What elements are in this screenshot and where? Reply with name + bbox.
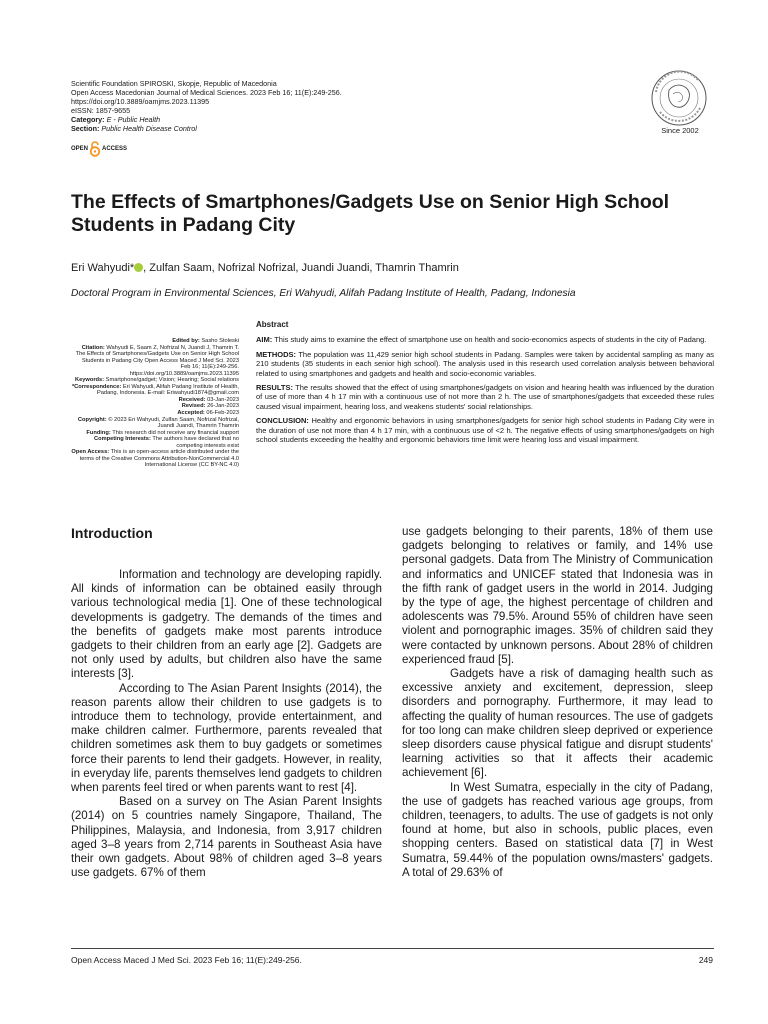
abstract-results: RESULTS: The results showed that the effect of using smartphones/gadgets on vision and hearing health was influenced by the duration of use of more than 4 h 17 min with a continuous use of not more than 2 h. The use of smartphones/gadgets that exceeded these rules caused visual impairment, hearing loss, and weakens students' social relationships.	[256, 383, 714, 411]
authors-rest: , Zulfan Saam, Nofrizal Nofrizal, Juandi Juandi, Thamrin Thamrin	[143, 262, 459, 274]
since-year: Since 2002	[661, 126, 699, 135]
introduction-heading: Introduction	[71, 525, 153, 541]
article-metadata	[71, 338, 239, 469]
abstract	[256, 320, 714, 449]
journal-header	[71, 80, 551, 133]
funding: Funding: This research did not receive any financial support	[86, 429, 239, 436]
paragraph: In West Sumatra, especially in the city of Padang, the use of gadgets has reached various age groups, from children, teenagers, to adults. The use of gadgets is not only found at home, but also in schools, public places, even shopping centers. Based on statistical data [7] in West Sumatra, 59.44% of the population owns/masters' gadgets. A total of 29.63% of	[402, 780, 713, 879]
open-access-note: Open Access: This is an open-access article distributed under the terms of the Creative Commons Attribution-NonCommercial 4.0 International License (CC BY-NC 4.0)	[71, 449, 239, 469]
category-line: Category: E - Public Health	[71, 114, 161, 124]
open-lock-icon	[89, 141, 101, 157]
orcid-icon[interactable]	[134, 263, 143, 272]
citation: Citation: Wahyudi E, Saam Z, Nofrizal N, Juandi J, Thamrin T. The Effects of Smartphones/Gadgets Use on Senior High School Students in Padang City Open Access Maced J Med Sci. 2023 Feb 16; 11(E):249-256. https://doi.org/10.3889/oamjms.2023.11395	[75, 344, 239, 377]
affiliation: Doctoral Program in Environmental Sciences, Eri Wahyudi, Alifah Padang Institute of Health, Padang, Indonesia	[71, 288, 576, 299]
competing-interests: Competing Interests: The authors have declared that no competing interests exist	[93, 436, 239, 449]
footer-rule	[71, 948, 714, 949]
author-first: Eri Wahyudi*	[71, 262, 135, 274]
open-access-logo: OPEN ACCESS	[71, 141, 127, 157]
abstract-methods: METHODS: The population was 11,429 senior high school students in Padang. Samples were taken by accidental sampling as many as 210 students (35 students in each senior high school). The analysis used in this research used correlation analysis between behavioral related to using smartphones and gadgets and health and socio-economic variables.	[256, 349, 714, 378]
abstract-heading: Abstract	[256, 320, 289, 329]
abstract-aim: AIM: This study aims to examine the effect of smartphone use on health and socio-economics aspects of students in the city of Padang.	[256, 335, 707, 345]
paragraph: Gadgets have a risk of damaging health such as excessive anxiety and excitement, depression, sleep disorders and pornography. Furthermore, it may lead to affecting the quality of human resources. The use of gadgets for too long can make children sleep deprived or experience sleep disorders cause physical fatigue and disrupt students' learning activities so that it affects their academic achievement [6].	[402, 667, 713, 780]
doi-link[interactable]: https://doi.org/10.3889/oamjms.2023.11395	[71, 96, 210, 106]
abstract-conclusion: CONCLUSION: Healthy and ergonomic behaviors in using smartphones/gadgets for senior high school students in Padang City were in the duration of use not more than 4 h 17 min, with a continuous use of <2 h. The negative effects of using smartphones/gadgets on high school students exceeding the healthy and ergonomic behaviors time limit were hearing loss and visual impairment.	[256, 416, 714, 445]
copyright: Copyright: © 2023 Eri Wahyudi, Zulfan Saam, Nofrizal Nofrizal, Juandi Juandi, Thamrin Thamrin	[77, 416, 239, 430]
paragraph: use gadgets belonging to their parents, 18% of them use gadgets belonging to relatives or family, and 14% use personal gadgets. Data from The Ministry of Communication and informatics and UNICEF stated that Indonesia was in the fifth rank of gadget users in the world in 2014. Judging by the type of age, the highest percentage of children and adolescents was 79.5%. Around 55% of children have seen violent and pornographic images. 35% of children said they were contacted by unknown persons. About 28% of children experienced fraud [5].	[402, 525, 713, 666]
publisher-line: Scientific Foundation SPIROSKI, Skopje, Republic of Macedonia	[71, 79, 277, 88]
body-column-left	[71, 525, 382, 880]
paragraph: Information and technology are developing rapidly. All kinds of information can be obtained easily through various technological media [1]. One of these technological developments is gadgetry. The demands of the times and the benefits of gadgets make most parents introduce gadgets to their children from an early age [2]. Gadgets are not only used by adults, but children also have the same interests [3].	[71, 568, 382, 681]
eissn: eISSN: 1857-9655	[71, 105, 131, 115]
revised-date: Revised: 26-Jan-2023	[181, 403, 239, 410]
author-list	[71, 262, 459, 274]
correspondence: *Correspondence: Eri Wahyudi, Alifah Padang Institute of Health, Padang, Indonesia. E-mail: Eriwahyudi1874@gmail.com	[71, 383, 239, 397]
footer-journal: Open Access Maced J Med Sci. 2023 Feb 16; 11(E):249-256.	[71, 955, 302, 965]
accepted-date: Accepted: 06-Feb-2023	[177, 410, 239, 417]
section-line: Section: Public Health Disease Control	[71, 123, 197, 133]
page-number: 249	[698, 955, 713, 965]
keywords: Keywords: Smartphone/gadget; Vision; Hearing; Social relations	[75, 377, 239, 384]
paragraph: According to The Asian Parent Insights (2014), the reason parents allow their children to use gadgets is to introduce them to technology, provide entertainment, and make children calmer. Furthermore, parents revealed that children sometimes ask them to buy gadgets or sometimes force their parents to lend their gadgets. However, in reality, in everyday life, parents themselves lend gadgets to children when parents feel tired or when parents want to rest [4].	[71, 681, 382, 795]
journal-line: Open Access Macedonian Journal of Medical Sciences. 2023 Feb 16; 11(E):249-256.	[71, 87, 342, 97]
foundation-seal-logo	[648, 68, 710, 132]
received-date: Received: 03-Jan-2023	[178, 396, 239, 403]
paragraph: Based on a survey on The Asian Parent Insights (2014) on 5 countries namely Singapore, Thailand, The Philippines, Malaysia, and Indonesia, from 3,917 children aged 3–8 years from 2,714 parents in Southeast Asia have their own gadgets. About 98% of children aged 3–8 years use gadgets. 67% of them	[71, 795, 382, 880]
article-title: The Effects of Smartphones/Gadgets Use on Senior High School Students in Padang City	[71, 191, 670, 236]
edited-by: Edited by: Sasho Stoleski	[172, 338, 239, 344]
body-column-right	[402, 525, 713, 880]
